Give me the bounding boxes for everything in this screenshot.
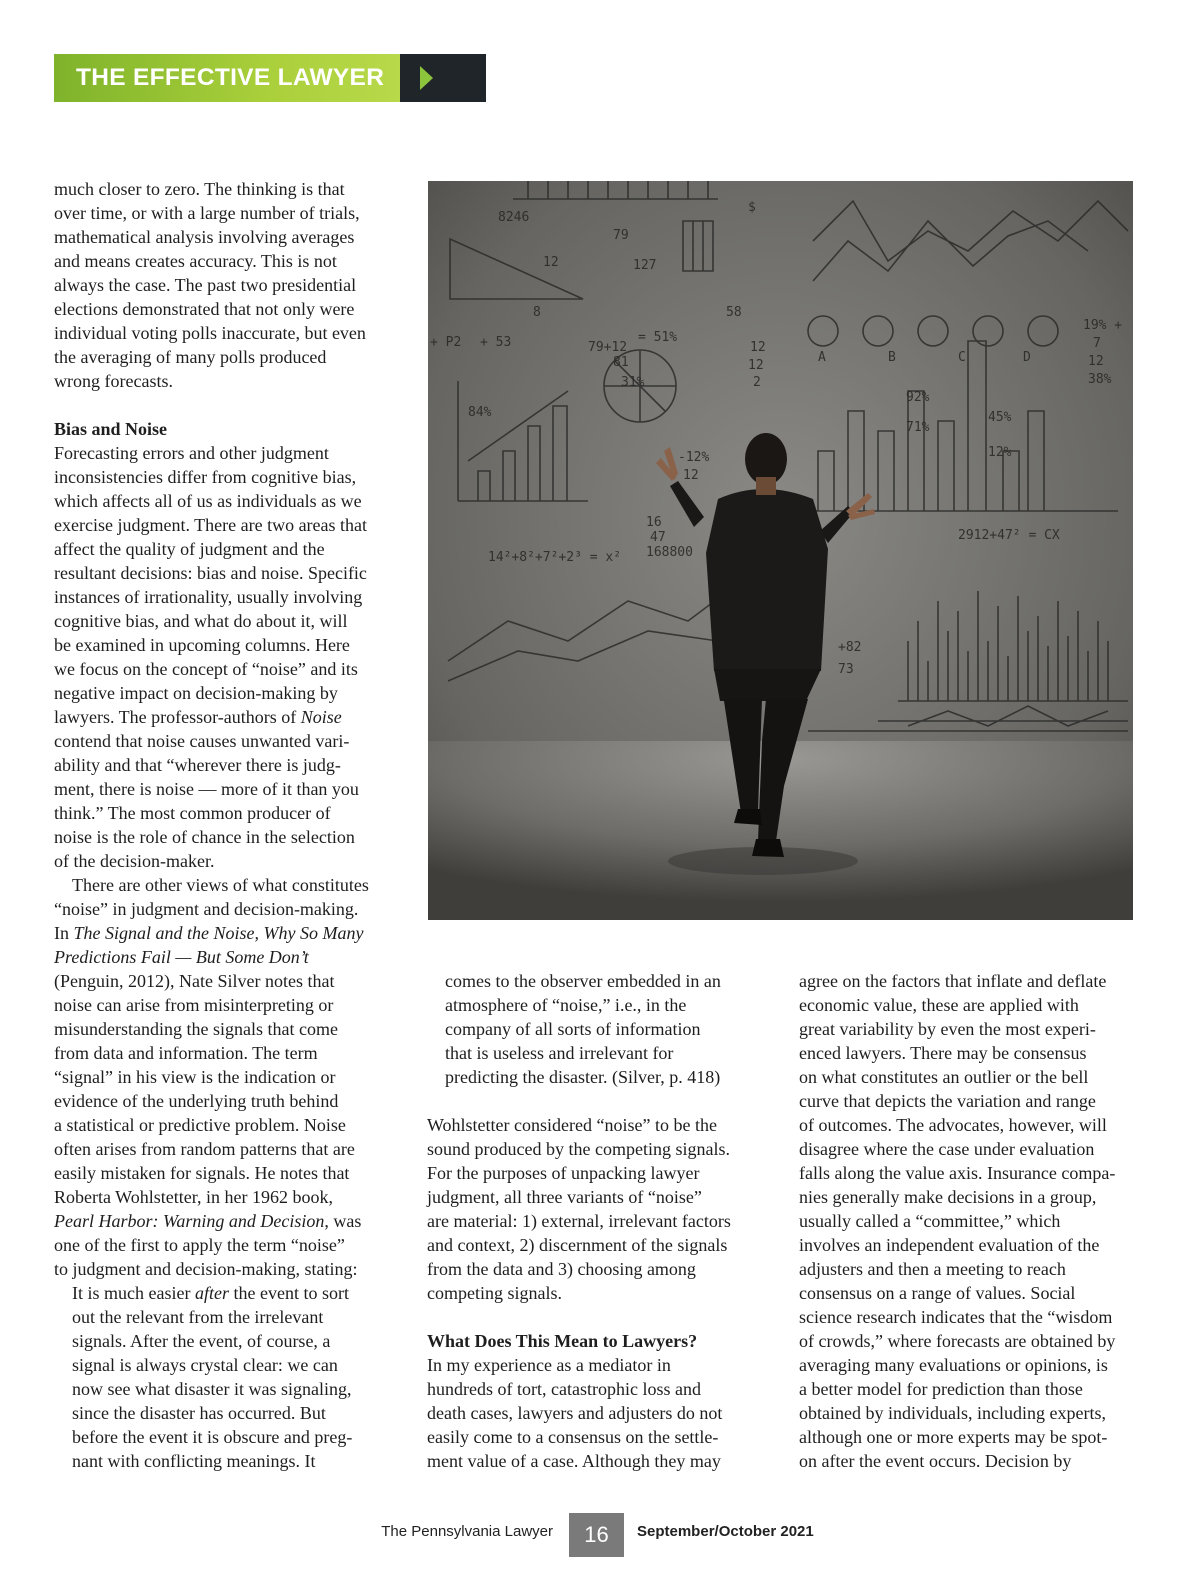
businessman-chalk-wall-photo	[428, 181, 1133, 920]
issue-date: September/October 2021	[637, 1523, 814, 1540]
chalk-annotation: 19% +	[1083, 318, 1123, 333]
text-line: individual voting polls inaccurate, but even	[54, 323, 366, 343]
text-line: although one or more experts may be spot-	[799, 1427, 1108, 1447]
text-line: nant with conflicting meanings. It	[72, 1451, 316, 1471]
text-line: are material: 1) external, irrelevant factors	[427, 1211, 731, 1231]
chalk-annotation: + 53	[480, 335, 512, 350]
text-line: mathematical analysis involving averages	[54, 227, 355, 247]
chalk-annotation: + P2	[430, 335, 462, 350]
section-banner	[54, 54, 486, 102]
text-line: ment value of a case. Although they may	[427, 1451, 721, 1471]
text-line: from the data and 3) choosing among	[427, 1259, 696, 1279]
text-line: economic value, these are applied with	[799, 995, 1079, 1015]
section-banner-tab	[400, 54, 486, 102]
chalk-annotation: +82	[838, 640, 862, 655]
text-line: sound produced by the competing signals.	[427, 1139, 730, 1159]
text-line: on after the event occurs. Decision by	[799, 1451, 1072, 1471]
chalk-annotation: 2	[753, 375, 761, 390]
text-line: There are other views of what constitutes	[72, 875, 369, 895]
chalk-annotation: 8246	[498, 210, 530, 225]
text-line: signal is always crystal clear: we can	[72, 1355, 338, 1375]
chalk-annotation: 31%	[621, 375, 645, 390]
text-line: exercise judgment. There are two areas that	[54, 515, 368, 535]
section-title: THE EFFECTIVE LAWYER	[76, 64, 385, 91]
chalk-annotation: C	[958, 350, 966, 365]
page-footer	[0, 1513, 1200, 1557]
text-line: atmosphere of “noise,” i.e., in the	[445, 995, 687, 1015]
chalk-annotation: 12	[683, 468, 699, 483]
chalk-annotation: 2912+47² = CX	[958, 528, 1060, 543]
text-line: we focus on the concept of “noise” and its	[54, 659, 358, 679]
text-line: involves an independent evaluation of the	[799, 1235, 1100, 1255]
text-line: In The Signal and the Noise, Why So Many	[54, 923, 364, 943]
text-line: to judgment and decision-making, stating:	[54, 1259, 358, 1279]
section-banner-label	[54, 54, 400, 102]
chalk-annotation: 79	[613, 228, 629, 243]
chalk-annotation: 8	[533, 305, 541, 320]
chalk-annotation: 47	[650, 530, 666, 545]
chalk-annotation: 84%	[468, 405, 492, 420]
text-line: hundreds of tort, catastrophic loss and	[427, 1379, 701, 1399]
text-line: great variability by even the most experi-	[799, 1019, 1096, 1039]
text-line: death cases, lawyers and adjusters do not	[427, 1403, 723, 1423]
text-line: predicting the disaster. (Silver, p. 418)	[445, 1067, 721, 1087]
text-line: competing signals.	[427, 1283, 562, 1303]
text-line: a better model for prediction than those	[799, 1379, 1083, 1399]
text-line: Forecasting errors and other judgment	[54, 443, 329, 463]
text-line: now see what disaster it was signaling,	[72, 1379, 352, 1399]
chalk-annotation: 45%	[988, 410, 1012, 425]
text-line: obtained by individuals, including experts,	[799, 1403, 1106, 1423]
text-line: inconsistencies differ from cognitive bias,	[54, 467, 357, 487]
text-line: the averaging of many polls produced	[54, 347, 327, 367]
text-line: be examined in upcoming columns. Here	[54, 635, 350, 655]
text-line: noise is the role of chance in the selection	[54, 827, 355, 847]
chalk-annotation: 12%	[988, 445, 1012, 460]
page-number: 16	[569, 1513, 624, 1557]
text-line: think.” The most common producer of	[54, 803, 331, 823]
text-line: evidence of the underlying truth behind	[54, 1091, 339, 1111]
text-line: elections demonstrated that not only were	[54, 299, 355, 319]
text-line: disagree where the case under evaluation	[799, 1139, 1095, 1159]
section-heading-lawyers: What Does This Mean to Lawyers?	[427, 1331, 698, 1351]
chalk-annotation: -12%	[678, 450, 710, 465]
text-line: and context, 2) discernment of the signals	[427, 1235, 728, 1255]
text-line: signals. After the event, of course, a	[72, 1331, 331, 1351]
text-line: before the event it is obscure and preg-	[72, 1427, 353, 1447]
text-line: Pearl Harbor: Warning and Decision, was	[54, 1211, 362, 1231]
text-line: on what constitutes an outlier or the bell	[799, 1067, 1089, 1087]
text-line: that is useless and irrelevant for	[445, 1043, 674, 1063]
text-line: judgment, all three variants of “noise”	[427, 1187, 702, 1207]
block-quote	[54, 1281, 394, 1473]
text-line: adjusters and then a meeting to reach	[799, 1259, 1066, 1279]
text-line: consensus on a range of values. Social	[799, 1283, 1076, 1303]
text-line: easily mistaken for signals. He notes that	[54, 1163, 350, 1183]
chalk-annotation: 81	[613, 355, 629, 370]
chalk-annotation: A	[818, 350, 826, 365]
text-line: Roberta Wohlstetter, in her 1962 book,	[54, 1187, 333, 1207]
chalk-annotation: 14²+8²+7²+2³ = x²	[488, 550, 622, 565]
chalk-annotation: 127	[633, 258, 657, 273]
text-line: misunderstanding the signals that come	[54, 1019, 338, 1039]
text-line: “noise” in judgment and decision-making.	[54, 899, 359, 919]
text-line: a statistical or predictive problem. Noise	[54, 1115, 346, 1135]
chalk-annotation: 58	[726, 305, 742, 320]
chalk-annotation: = 51%	[638, 330, 678, 345]
chalk-annotation: 79+12	[588, 340, 628, 355]
text-line: wrong forecasts.	[54, 371, 173, 391]
chalk-annotation: 7	[1093, 336, 1101, 351]
text-line: usually called a “committee,” which	[799, 1211, 1061, 1231]
text-line: “signal” in his view is the indication or	[54, 1067, 336, 1087]
chalk-annotation: 71%	[906, 420, 930, 435]
chalk-annotation: 12	[543, 255, 559, 270]
text-line: easily come to a consensus on the settle-	[427, 1427, 719, 1447]
text-line: which affects all of us as individuals as we	[54, 491, 362, 511]
text-line: For the purposes of unpacking lawyer	[427, 1163, 700, 1183]
text-line: ability and that “wherever there is judg-	[54, 755, 341, 775]
text-line: Wohlstetter considered “noise” to be the	[427, 1115, 717, 1135]
text-line: often arises from random patterns that are	[54, 1139, 355, 1159]
column-3	[799, 969, 1139, 1473]
column-1	[54, 177, 394, 1473]
text-line: resultant decisions: bias and noise. Specific	[54, 563, 367, 583]
text-line: of the decision-maker.	[54, 851, 215, 871]
text-line: curve that depicts the variation and range	[799, 1091, 1096, 1111]
chalk-annotation: D	[1023, 350, 1031, 365]
text-line: much closer to zero. The thinking is that	[54, 179, 345, 199]
text-line: negative impact on decision-making by	[54, 683, 338, 703]
chalk-annotation: 12	[750, 340, 766, 355]
text-line: of crowds,” where forecasts are obtained by	[799, 1331, 1116, 1351]
text-line: agree on the factors that inflate and deflate	[799, 971, 1107, 991]
text-line: In my experience as a mediator in	[427, 1355, 671, 1375]
publication-name: The Pennsylvania Lawyer	[381, 1523, 553, 1540]
text-line: always the case. The past two presidential	[54, 275, 357, 295]
arrow-right-icon	[420, 66, 433, 90]
text-line: out the relevant from the irrelevant	[72, 1307, 324, 1327]
chalk-annotation: 12	[748, 358, 764, 373]
text-line: comes to the observer embedded in an	[445, 971, 721, 991]
text-line: (Penguin, 2012), Nate Silver notes that	[54, 971, 335, 991]
chalk-annotation: 73	[838, 662, 854, 677]
text-line: averaging many evaluations or opinions, is	[799, 1355, 1108, 1375]
text-line: one of the first to apply the term “noise”	[54, 1235, 345, 1255]
chalk-annotation: 38%	[1088, 372, 1112, 387]
text-line: nies generally make decisions in a group,	[799, 1187, 1097, 1207]
text-line: falls along the value axis. Insurance compa-	[799, 1163, 1116, 1183]
chalk-annotation: 92%	[906, 390, 930, 405]
text-line: ment, there is noise — more of it than you	[54, 779, 359, 799]
text-line: cognitive bias, and what do about it, will	[54, 611, 348, 631]
text-line: enced lawyers. There may be consensus	[799, 1043, 1087, 1063]
text-line: since the disaster has occurred. But	[72, 1403, 326, 1423]
text-line: company of all sorts of information	[445, 1019, 701, 1039]
chalk-annotation: B	[888, 350, 896, 365]
text-line: science research indicates that the “wisdom	[799, 1307, 1113, 1327]
text-line: noise can arise from misinterpreting or	[54, 995, 334, 1015]
text-line: lawyers. The professor-authors of Noise	[54, 707, 342, 727]
text-line: over time, or with a large number of trials,	[54, 203, 360, 223]
section-heading-bias-and-noise: Bias and Noise	[54, 419, 168, 439]
text-line: from data and information. The term	[54, 1043, 318, 1063]
text-line: of outcomes. The advocates, however, will	[799, 1115, 1107, 1135]
text-line: It is much easier after the event to sort	[72, 1283, 349, 1303]
text-line: and means creates accuracy. This is not	[54, 251, 337, 271]
block-quote-continued	[427, 969, 762, 1089]
text-line: contend that noise causes unwanted vari-	[54, 731, 350, 751]
text-line: instances of irrationality, usually involving	[54, 587, 363, 607]
text-line: affect the quality of judgment and the	[54, 539, 325, 559]
text-line: Predictions Fail — But Some Don’t	[54, 947, 309, 967]
chalk-annotation: 12	[1088, 354, 1104, 369]
chalk-annotation: $	[748, 200, 756, 215]
chalk-annotation: 16	[646, 515, 662, 530]
chalk-annotation: 168800	[646, 545, 693, 560]
column-2	[427, 969, 762, 1473]
